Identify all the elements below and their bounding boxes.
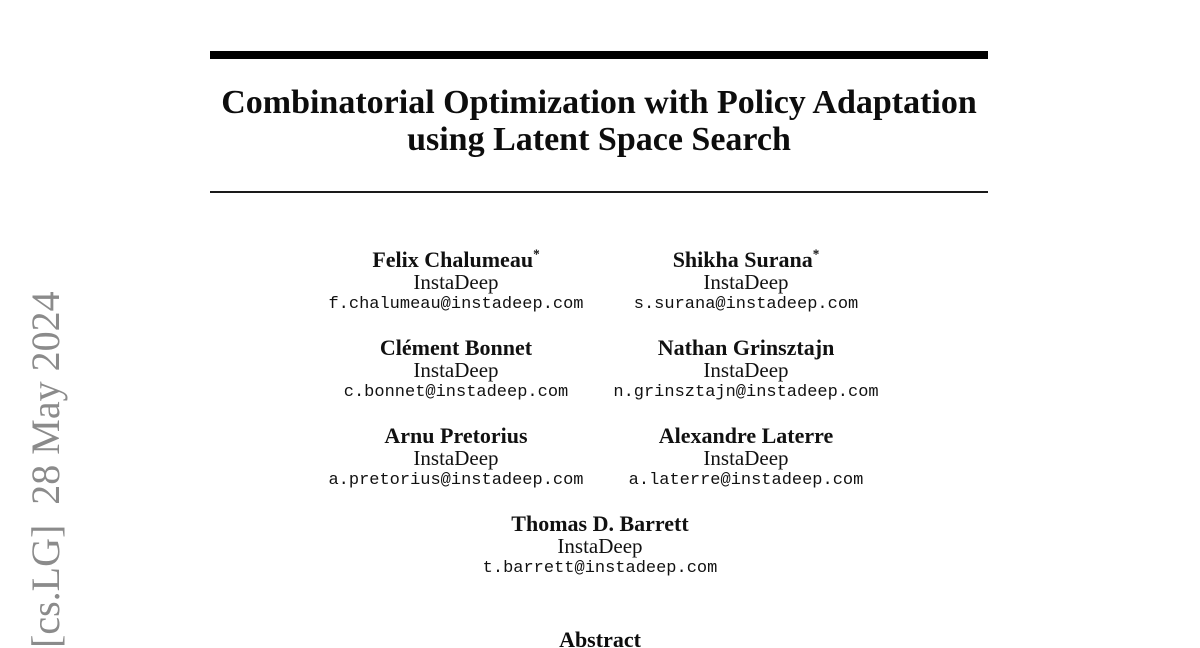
author-name: Clément Bonnet xyxy=(379,335,533,360)
author-block-arnu-pretorius xyxy=(306,424,606,492)
author-block-shikha-surana xyxy=(596,248,896,316)
author-affiliation: InstaDeep xyxy=(557,534,643,558)
author-affiliation: InstaDeep xyxy=(703,358,789,382)
author-affiliation: InstaDeep xyxy=(413,270,499,294)
author-name: Alexandre Laterre xyxy=(658,423,834,448)
author-block-alexandre-laterre xyxy=(596,424,896,492)
author-email: s.surana@instadeep.com xyxy=(633,295,859,314)
abstract-heading: Abstract xyxy=(559,627,641,648)
author-name: Arnu Pretorius xyxy=(384,423,528,448)
author-email: c.bonnet@instadeep.com xyxy=(343,383,569,402)
paper-title xyxy=(210,84,988,158)
author-block-felix-chalumeau xyxy=(306,248,606,316)
paper-title-line2: using Latent Space Search xyxy=(407,121,791,158)
title-rule-bottom xyxy=(210,191,988,193)
author-email: a.pretorius@instadeep.com xyxy=(328,471,584,490)
author-email: f.chalumeau@instadeep.com xyxy=(328,295,584,314)
paper-title-line1: Combinatorial Optimization with Policy Adaptation xyxy=(221,84,977,121)
arxiv-category-date-stamp: [cs.LG] 28 May 2024 xyxy=(23,291,68,648)
author-email: t.barrett@instadeep.com xyxy=(482,559,718,578)
author-email: n.grinsztajn@instadeep.com xyxy=(613,383,879,402)
author-block-nathan-grinsztajn xyxy=(596,336,896,404)
author-name: Thomas D. Barrett xyxy=(511,511,689,536)
author-name: Felix Chalumeau* xyxy=(372,246,540,272)
title-rule-top xyxy=(210,51,988,59)
author-block-clement-bonnet xyxy=(306,336,606,404)
author-affiliation: InstaDeep xyxy=(413,446,499,470)
author-affiliation: InstaDeep xyxy=(413,358,499,382)
author-email: a.laterre@instadeep.com xyxy=(628,471,864,490)
author-name: Nathan Grinsztajn xyxy=(657,335,835,360)
author-affiliation: InstaDeep xyxy=(703,446,789,470)
author-affiliation: InstaDeep xyxy=(703,270,789,294)
author-block-thomas-d-barrett xyxy=(450,512,750,580)
author-footnote-mark: * xyxy=(533,246,540,262)
author-name: Shikha Surana* xyxy=(672,246,820,272)
author-footnote-mark: * xyxy=(812,246,820,262)
